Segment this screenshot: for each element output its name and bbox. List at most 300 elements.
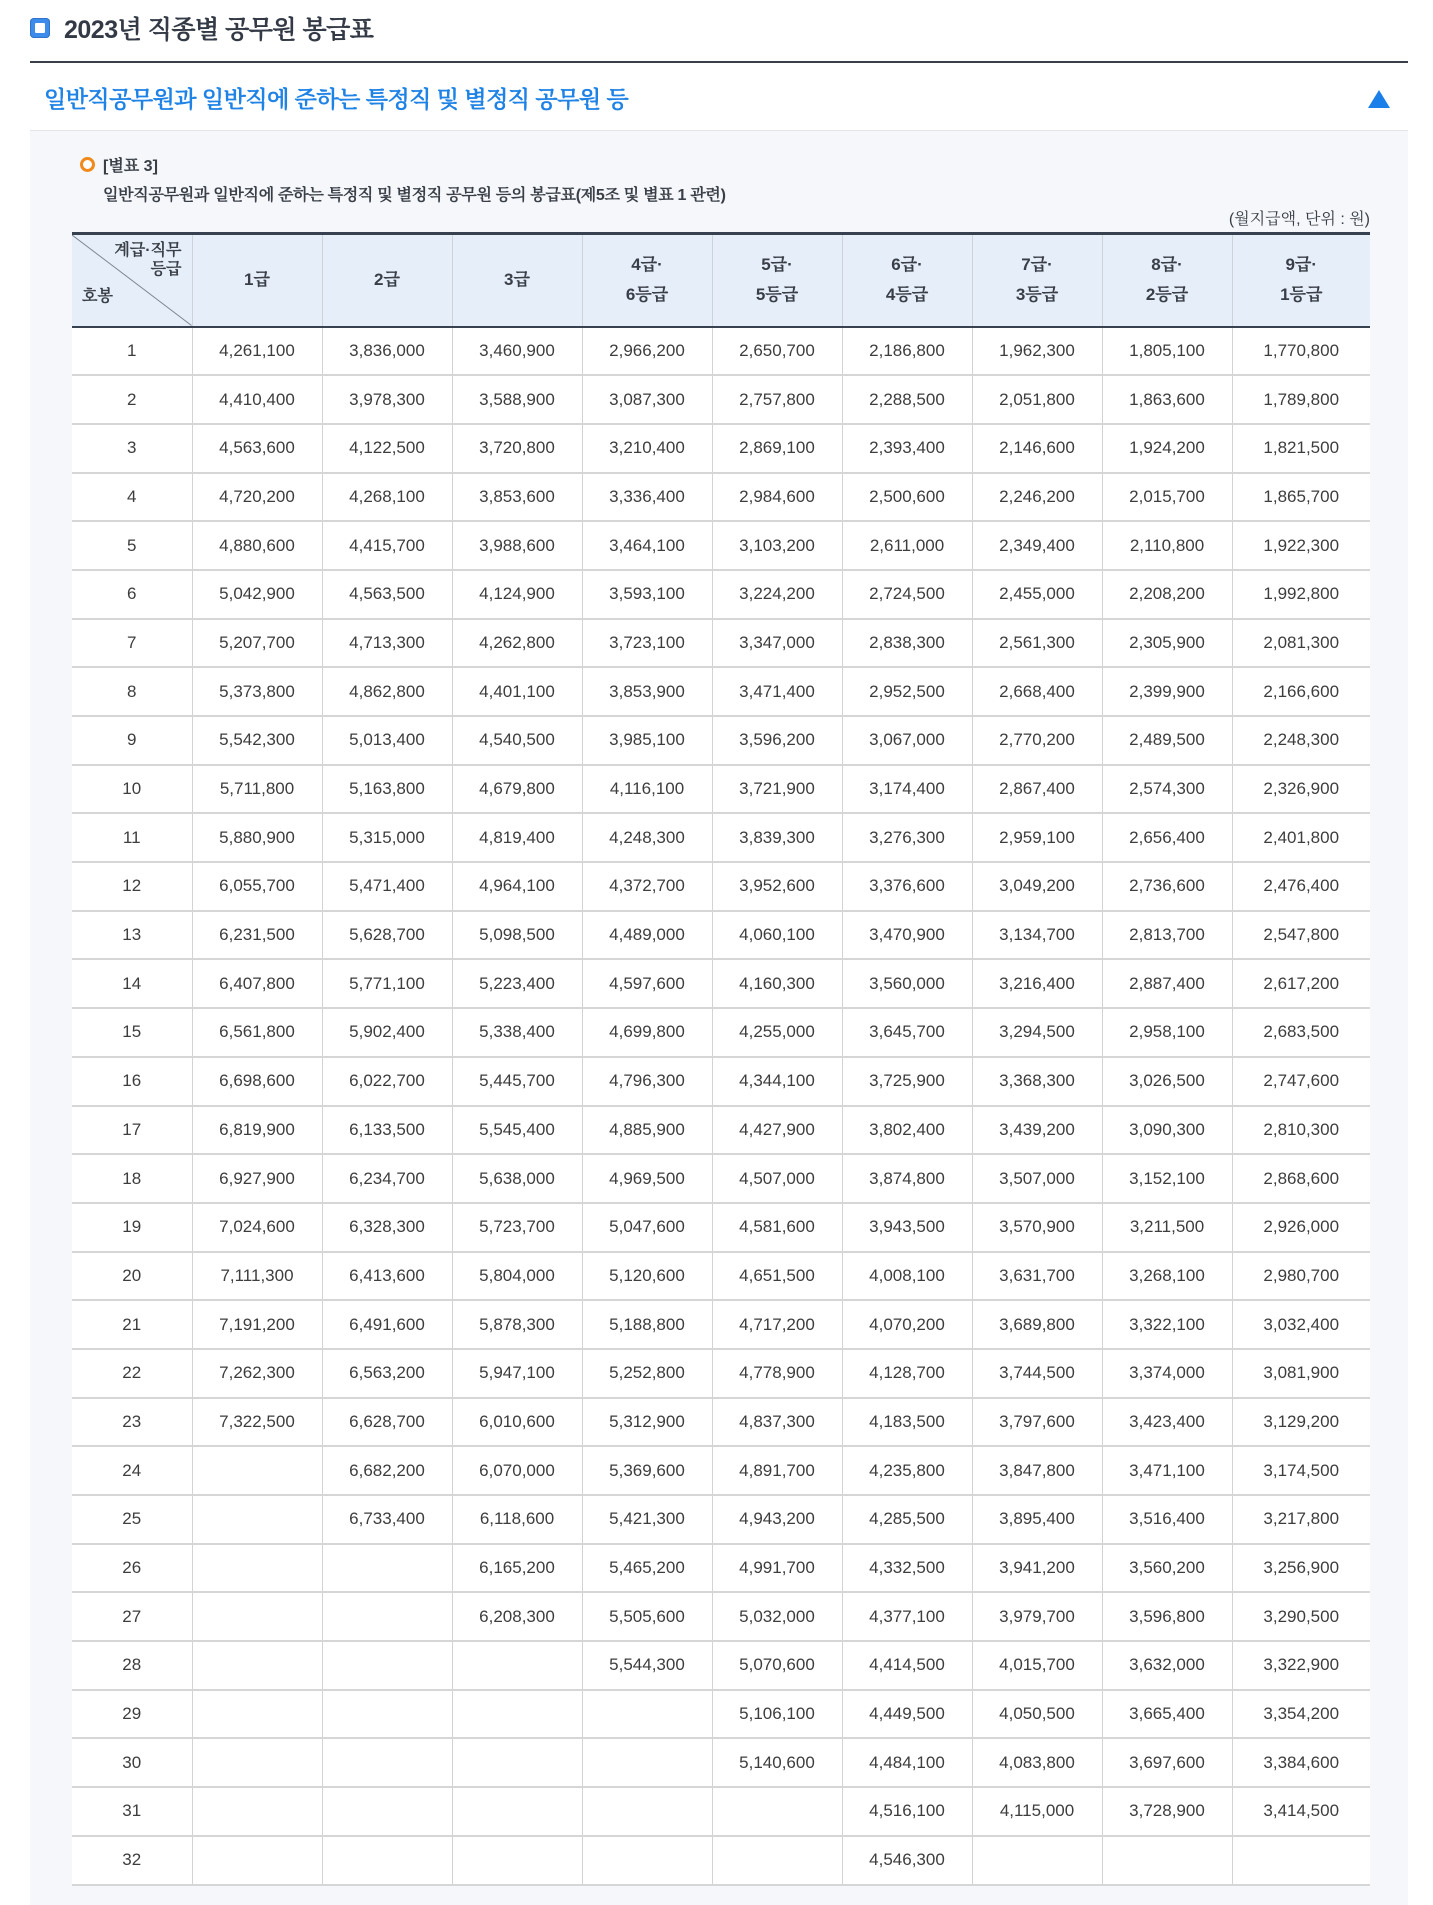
table-row [72, 959, 1370, 1008]
salary-cell [192, 1836, 322, 1885]
salary-cell: 4,651,500 [712, 1252, 842, 1301]
salary-cell: 5,505,600 [582, 1592, 712, 1641]
table-row [72, 716, 1370, 765]
salary-cell: 5,188,800 [582, 1300, 712, 1349]
salary-cell: 2,015,700 [1102, 473, 1232, 522]
salary-cell: 4,183,500 [842, 1398, 972, 1447]
salary-cell [1232, 1836, 1370, 1885]
salary-cell [712, 1787, 842, 1836]
salary-cell: 1,821,500 [1232, 424, 1370, 473]
column-header-3: 3급 [452, 234, 582, 327]
column-header-9: 9급· 1등급 [1232, 234, 1370, 327]
caption-description: 일반직공무원과 일반직에 준하는 특정직 및 별정직 공무원 등의 봉급표(제5조 및 별표 1 관련) [103, 187, 726, 204]
salary-cell: 3,847,800 [972, 1446, 1102, 1495]
step-cell: 5 [72, 521, 192, 570]
salary-cell: 3,943,500 [842, 1203, 972, 1252]
salary-cell [192, 1446, 322, 1495]
salary-cell: 5,106,100 [712, 1690, 842, 1739]
salary-cell: 4,507,000 [712, 1154, 842, 1203]
salary-cell: 6,165,200 [452, 1544, 582, 1593]
salary-cell: 3,697,600 [1102, 1738, 1232, 1787]
salary-cell: 3,593,100 [582, 570, 712, 619]
salary-cell: 6,561,800 [192, 1008, 322, 1057]
salary-cell: 6,133,500 [322, 1106, 452, 1155]
salary-cell: 4,160,300 [712, 959, 842, 1008]
salary-cell [452, 1690, 582, 1739]
salary-cell: 2,305,900 [1102, 619, 1232, 668]
table-row [72, 1446, 1370, 1495]
salary-cell: 3,802,400 [842, 1106, 972, 1155]
salary-cell: 3,276,300 [842, 813, 972, 862]
step-cell: 6 [72, 570, 192, 619]
salary-cell: 3,836,000 [322, 327, 452, 376]
salary-cell: 5,542,300 [192, 716, 322, 765]
salary-cell: 4,414,500 [842, 1641, 972, 1690]
salary-cell: 3,744,500 [972, 1349, 1102, 1398]
salary-cell: 4,410,400 [192, 375, 322, 424]
triangle-up-icon[interactable] [1368, 90, 1390, 108]
salary-cell: 2,288,500 [842, 375, 972, 424]
step-cell: 18 [72, 1154, 192, 1203]
table-row [72, 1690, 1370, 1739]
salary-cell: 2,980,700 [1232, 1252, 1370, 1301]
salary-cell: 3,336,400 [582, 473, 712, 522]
step-cell: 1 [72, 327, 192, 376]
salary-cell: 2,650,700 [712, 327, 842, 376]
salary-cell: 4,699,800 [582, 1008, 712, 1057]
table-row [72, 1592, 1370, 1641]
salary-cell: 2,146,600 [972, 424, 1102, 473]
salary-cell: 4,344,100 [712, 1057, 842, 1106]
salary-cell: 3,874,800 [842, 1154, 972, 1203]
salary-cell: 2,186,800 [842, 327, 972, 376]
salary-cell: 3,322,900 [1232, 1641, 1370, 1690]
salary-cell: 3,224,200 [712, 570, 842, 619]
salary-cell: 3,256,900 [1232, 1544, 1370, 1593]
salary-cell: 3,978,300 [322, 375, 452, 424]
salary-cell: 3,368,300 [972, 1057, 1102, 1106]
salary-cell [452, 1738, 582, 1787]
salary-cell: 3,032,400 [1232, 1300, 1370, 1349]
salary-cell: 4,991,700 [712, 1544, 842, 1593]
salary-cell: 2,683,500 [1232, 1008, 1370, 1057]
accordion-title[interactable]: 일반직공무원과 일반직에 준하는 특정직 및 별정직 공무원 등 [44, 86, 629, 112]
step-cell: 31 [72, 1787, 192, 1836]
salary-cell: 4,261,100 [192, 327, 322, 376]
salary-cell: 6,733,400 [322, 1495, 452, 1544]
salary-cell: 2,656,400 [1102, 813, 1232, 862]
step-cell: 28 [72, 1641, 192, 1690]
salary-cell: 4,083,800 [972, 1738, 1102, 1787]
salary-cell: 2,489,500 [1102, 716, 1232, 765]
salary-cell: 2,757,800 [712, 375, 842, 424]
table-row [72, 521, 1370, 570]
salary-cell: 6,022,700 [322, 1057, 452, 1106]
salary-cell: 6,407,800 [192, 959, 322, 1008]
salary-cell: 2,500,600 [842, 473, 972, 522]
salary-cell: 5,312,900 [582, 1398, 712, 1447]
salary-cell: 5,120,600 [582, 1252, 712, 1301]
salary-cell: 3,979,700 [972, 1592, 1102, 1641]
salary-cell [582, 1738, 712, 1787]
step-cell: 13 [72, 911, 192, 960]
salary-cell: 3,720,800 [452, 424, 582, 473]
step-cell: 26 [72, 1544, 192, 1593]
salary-cell: 5,544,300 [582, 1641, 712, 1690]
salary-cell: 3,516,400 [1102, 1495, 1232, 1544]
salary-cell: 4,778,900 [712, 1349, 842, 1398]
salary-cell: 4,679,800 [452, 765, 582, 814]
table-row [72, 1057, 1370, 1106]
salary-cell: 3,067,000 [842, 716, 972, 765]
table-row [72, 667, 1370, 716]
step-cell: 20 [72, 1252, 192, 1301]
salary-cell: 3,174,500 [1232, 1446, 1370, 1495]
salary-cell: 1,789,800 [1232, 375, 1370, 424]
salary-cell: 4,060,100 [712, 911, 842, 960]
salary-cell: 4,563,600 [192, 424, 322, 473]
step-cell: 17 [72, 1106, 192, 1155]
salary-cell: 2,455,000 [972, 570, 1102, 619]
salary-cell: 3,853,600 [452, 473, 582, 522]
salary-cell: 2,611,000 [842, 521, 972, 570]
column-header-6: 6급· 4등급 [842, 234, 972, 327]
salary-cell: 2,399,900 [1102, 667, 1232, 716]
salary-table [72, 232, 1370, 1886]
salary-cell: 4,116,100 [582, 765, 712, 814]
salary-cell: 6,231,500 [192, 911, 322, 960]
table-body [72, 327, 1370, 1885]
salary-cell: 3,290,500 [1232, 1592, 1370, 1641]
salary-cell [582, 1787, 712, 1836]
page-title-text: 2023년 직종별 공무원 봉급표 [64, 16, 374, 44]
salary-cell: 1,805,100 [1102, 327, 1232, 376]
step-cell: 3 [72, 424, 192, 473]
salary-cell: 3,632,000 [1102, 1641, 1232, 1690]
table-row [72, 1203, 1370, 1252]
salary-cell: 4,837,300 [712, 1398, 842, 1447]
salary-cell: 5,947,100 [452, 1349, 582, 1398]
salary-cell: 4,427,900 [712, 1106, 842, 1155]
step-cell: 22 [72, 1349, 192, 1398]
salary-cell: 6,118,600 [452, 1495, 582, 1544]
salary-cell: 4,449,500 [842, 1690, 972, 1739]
salary-cell: 5,880,900 [192, 813, 322, 862]
salary-cell: 1,922,300 [1232, 521, 1370, 570]
step-cell: 23 [72, 1398, 192, 1447]
salary-cell: 4,070,200 [842, 1300, 972, 1349]
salary-cell [452, 1641, 582, 1690]
salary-cell: 4,050,500 [972, 1690, 1102, 1739]
salary-cell: 4,015,700 [972, 1641, 1102, 1690]
salary-cell: 3,414,500 [1232, 1787, 1370, 1836]
salary-cell: 4,124,900 [452, 570, 582, 619]
salary-cell [192, 1592, 322, 1641]
salary-cell: 3,103,200 [712, 521, 842, 570]
table-row [72, 1738, 1370, 1787]
salary-cell: 4,597,600 [582, 959, 712, 1008]
salary-cell: 2,926,000 [1232, 1203, 1370, 1252]
salary-cell: 3,631,700 [972, 1252, 1102, 1301]
salary-cell: 4,516,100 [842, 1787, 972, 1836]
salary-cell: 3,645,700 [842, 1008, 972, 1057]
step-cell: 30 [72, 1738, 192, 1787]
salary-cell: 2,617,200 [1232, 959, 1370, 1008]
salary-cell [712, 1836, 842, 1885]
salary-cell: 3,376,600 [842, 862, 972, 911]
step-cell: 16 [72, 1057, 192, 1106]
salary-cell: 1,924,200 [1102, 424, 1232, 473]
salary-cell: 2,476,400 [1232, 862, 1370, 911]
salary-cell: 3,723,100 [582, 619, 712, 668]
salary-cell: 3,853,900 [582, 667, 712, 716]
table-row [72, 570, 1370, 619]
salary-cell: 4,885,900 [582, 1106, 712, 1155]
salary-cell: 3,322,100 [1102, 1300, 1232, 1349]
salary-cell: 3,588,900 [452, 375, 582, 424]
salary-cell: 3,210,400 [582, 424, 712, 473]
salary-table-container [72, 232, 1370, 1886]
salary-cell: 4,943,200 [712, 1495, 842, 1544]
salary-cell: 3,471,100 [1102, 1446, 1232, 1495]
salary-cell: 2,966,200 [582, 327, 712, 376]
salary-cell [322, 1836, 452, 1885]
salary-cell: 4,720,200 [192, 473, 322, 522]
salary-cell [972, 1836, 1102, 1885]
column-header-2: 2급 [322, 234, 452, 327]
salary-cell: 4,128,700 [842, 1349, 972, 1398]
salary-cell: 2,326,900 [1232, 765, 1370, 814]
salary-cell: 5,163,800 [322, 765, 452, 814]
step-cell: 21 [72, 1300, 192, 1349]
salary-cell [192, 1641, 322, 1690]
step-cell: 19 [72, 1203, 192, 1252]
salary-cell: 5,140,600 [712, 1738, 842, 1787]
table-row [72, 862, 1370, 911]
salary-cell: 5,373,800 [192, 667, 322, 716]
salary-cell: 3,090,300 [1102, 1106, 1232, 1155]
salary-cell: 4,415,700 [322, 521, 452, 570]
salary-cell [582, 1690, 712, 1739]
salary-cell: 3,026,500 [1102, 1057, 1232, 1106]
salary-cell: 3,721,900 [712, 765, 842, 814]
salary-cell: 3,560,200 [1102, 1544, 1232, 1593]
page-title [30, 8, 373, 48]
corner-header-cell [72, 234, 192, 327]
salary-cell: 5,628,700 [322, 911, 452, 960]
salary-cell: 3,596,800 [1102, 1592, 1232, 1641]
salary-cell: 6,698,600 [192, 1057, 322, 1106]
salary-cell [322, 1544, 452, 1593]
table-caption [80, 153, 726, 205]
salary-cell [322, 1787, 452, 1836]
accordion-header[interactable] [30, 63, 1408, 131]
step-cell: 32 [72, 1836, 192, 1885]
step-cell: 14 [72, 959, 192, 1008]
table-row [72, 1398, 1370, 1447]
salary-cell: 5,223,400 [452, 959, 582, 1008]
salary-cell: 3,216,400 [972, 959, 1102, 1008]
salary-cell: 3,689,800 [972, 1300, 1102, 1349]
table-row [72, 375, 1370, 424]
salary-cell [582, 1836, 712, 1885]
table-row [72, 1787, 1370, 1836]
salary-cell: 2,051,800 [972, 375, 1102, 424]
salary-cell: 2,736,600 [1102, 862, 1232, 911]
salary-cell: 2,984,600 [712, 473, 842, 522]
salary-cell: 4,268,100 [322, 473, 452, 522]
salary-cell: 2,887,400 [1102, 959, 1232, 1008]
salary-cell: 2,810,300 [1232, 1106, 1370, 1155]
corner-grade-label: 계급·직무 등급 [114, 242, 182, 278]
salary-cell: 2,208,200 [1102, 570, 1232, 619]
salary-cell: 6,628,700 [322, 1398, 452, 1447]
table-row [72, 1836, 1370, 1885]
salary-cell: 5,878,300 [452, 1300, 582, 1349]
salary-cell: 3,374,000 [1102, 1349, 1232, 1398]
salary-cell: 6,208,300 [452, 1592, 582, 1641]
salary-cell [322, 1641, 452, 1690]
salary-cell: 5,338,400 [452, 1008, 582, 1057]
salary-cell: 2,547,800 [1232, 911, 1370, 960]
salary-cell: 4,255,000 [712, 1008, 842, 1057]
table-row [72, 1300, 1370, 1349]
salary-cell: 5,315,000 [322, 813, 452, 862]
salary-cell: 3,217,800 [1232, 1495, 1370, 1544]
table-row [72, 1154, 1370, 1203]
salary-cell: 6,927,900 [192, 1154, 322, 1203]
salary-cell: 7,262,300 [192, 1349, 322, 1398]
salary-cell: 4,713,300 [322, 619, 452, 668]
table-row [72, 327, 1370, 376]
salary-cell: 2,248,300 [1232, 716, 1370, 765]
salary-cell: 3,174,400 [842, 765, 972, 814]
salary-cell: 3,596,200 [712, 716, 842, 765]
salary-cell: 5,369,600 [582, 1446, 712, 1495]
table-row [72, 1008, 1370, 1057]
salary-cell: 3,725,900 [842, 1057, 972, 1106]
salary-cell: 3,570,900 [972, 1203, 1102, 1252]
salary-cell: 3,087,300 [582, 375, 712, 424]
salary-cell: 3,049,200 [972, 862, 1102, 911]
salary-cell: 1,863,600 [1102, 375, 1232, 424]
salary-cell: 4,484,100 [842, 1738, 972, 1787]
salary-cell: 6,070,000 [452, 1446, 582, 1495]
step-cell: 25 [72, 1495, 192, 1544]
salary-cell: 5,047,600 [582, 1203, 712, 1252]
salary-cell: 5,013,400 [322, 716, 452, 765]
salary-cell: 4,880,600 [192, 521, 322, 570]
salary-cell: 2,813,700 [1102, 911, 1232, 960]
salary-cell: 6,682,200 [322, 1446, 452, 1495]
salary-cell: 3,839,300 [712, 813, 842, 862]
salary-cell: 1,962,300 [972, 327, 1102, 376]
salary-cell: 3,423,400 [1102, 1398, 1232, 1447]
salary-cell: 4,285,500 [842, 1495, 972, 1544]
salary-cell: 5,042,900 [192, 570, 322, 619]
salary-cell: 4,862,800 [322, 667, 452, 716]
salary-cell: 3,665,400 [1102, 1690, 1232, 1739]
salary-cell: 4,401,100 [452, 667, 582, 716]
step-cell: 29 [72, 1690, 192, 1739]
salary-cell: 2,574,300 [1102, 765, 1232, 814]
salary-cell: 1,865,700 [1232, 473, 1370, 522]
salary-cell [192, 1690, 322, 1739]
salary-cell: 3,464,100 [582, 521, 712, 570]
table-row [72, 1106, 1370, 1155]
salary-cell [192, 1738, 322, 1787]
table-row [72, 1349, 1370, 1398]
salary-cell: 3,354,200 [1232, 1690, 1370, 1739]
salary-cell: 3,134,700 [972, 911, 1102, 960]
square-bullet-icon [30, 18, 50, 38]
column-header-1: 1급 [192, 234, 322, 327]
salary-cell: 6,563,200 [322, 1349, 452, 1398]
column-header-8: 8급· 2등급 [1102, 234, 1232, 327]
unit-note: (월지급액, 단위 : 원) [1228, 211, 1370, 228]
salary-cell: 4,717,200 [712, 1300, 842, 1349]
column-header-5: 5급· 5등급 [712, 234, 842, 327]
salary-cell: 6,491,600 [322, 1300, 452, 1349]
salary-cell: 5,638,000 [452, 1154, 582, 1203]
salary-cell: 2,401,800 [1232, 813, 1370, 862]
column-header-4: 4급· 6등급 [582, 234, 712, 327]
salary-cell: 4,969,500 [582, 1154, 712, 1203]
salary-cell: 2,246,200 [972, 473, 1102, 522]
salary-cell: 4,248,300 [582, 813, 712, 862]
step-cell: 2 [72, 375, 192, 424]
salary-cell: 3,347,000 [712, 619, 842, 668]
salary-cell: 6,055,700 [192, 862, 322, 911]
table-row [72, 813, 1370, 862]
salary-cell: 3,895,400 [972, 1495, 1102, 1544]
salary-cell: 4,581,600 [712, 1203, 842, 1252]
salary-cell: 4,262,800 [452, 619, 582, 668]
table-row [72, 765, 1370, 814]
salary-cell: 4,377,100 [842, 1592, 972, 1641]
salary-cell [322, 1690, 452, 1739]
salary-cell: 4,540,500 [452, 716, 582, 765]
table-row [72, 911, 1370, 960]
salary-cell: 6,010,600 [452, 1398, 582, 1447]
step-cell: 11 [72, 813, 192, 862]
salary-cell: 4,115,000 [972, 1787, 1102, 1836]
salary-cell: 6,413,600 [322, 1252, 452, 1301]
salary-cell: 3,941,200 [972, 1544, 1102, 1593]
table-header [72, 234, 1370, 327]
salary-cell: 5,711,800 [192, 765, 322, 814]
salary-cell: 3,268,100 [1102, 1252, 1232, 1301]
salary-cell [1102, 1836, 1232, 1885]
salary-cell: 7,322,500 [192, 1398, 322, 1447]
salary-cell: 4,546,300 [842, 1836, 972, 1885]
salary-cell: 3,988,600 [452, 521, 582, 570]
salary-cell [322, 1738, 452, 1787]
salary-cell: 3,081,900 [1232, 1349, 1370, 1398]
salary-cell: 3,460,900 [452, 327, 582, 376]
salary-cell: 3,439,200 [972, 1106, 1102, 1155]
salary-cell: 3,507,000 [972, 1154, 1102, 1203]
salary-cell: 3,797,600 [972, 1398, 1102, 1447]
step-cell: 7 [72, 619, 192, 668]
salary-cell: 5,098,500 [452, 911, 582, 960]
step-cell: 8 [72, 667, 192, 716]
salary-cell: 4,891,700 [712, 1446, 842, 1495]
salary-cell: 6,328,300 [322, 1203, 452, 1252]
salary-cell: 5,804,000 [452, 1252, 582, 1301]
salary-cell: 2,867,400 [972, 765, 1102, 814]
salary-cell: 3,471,400 [712, 667, 842, 716]
